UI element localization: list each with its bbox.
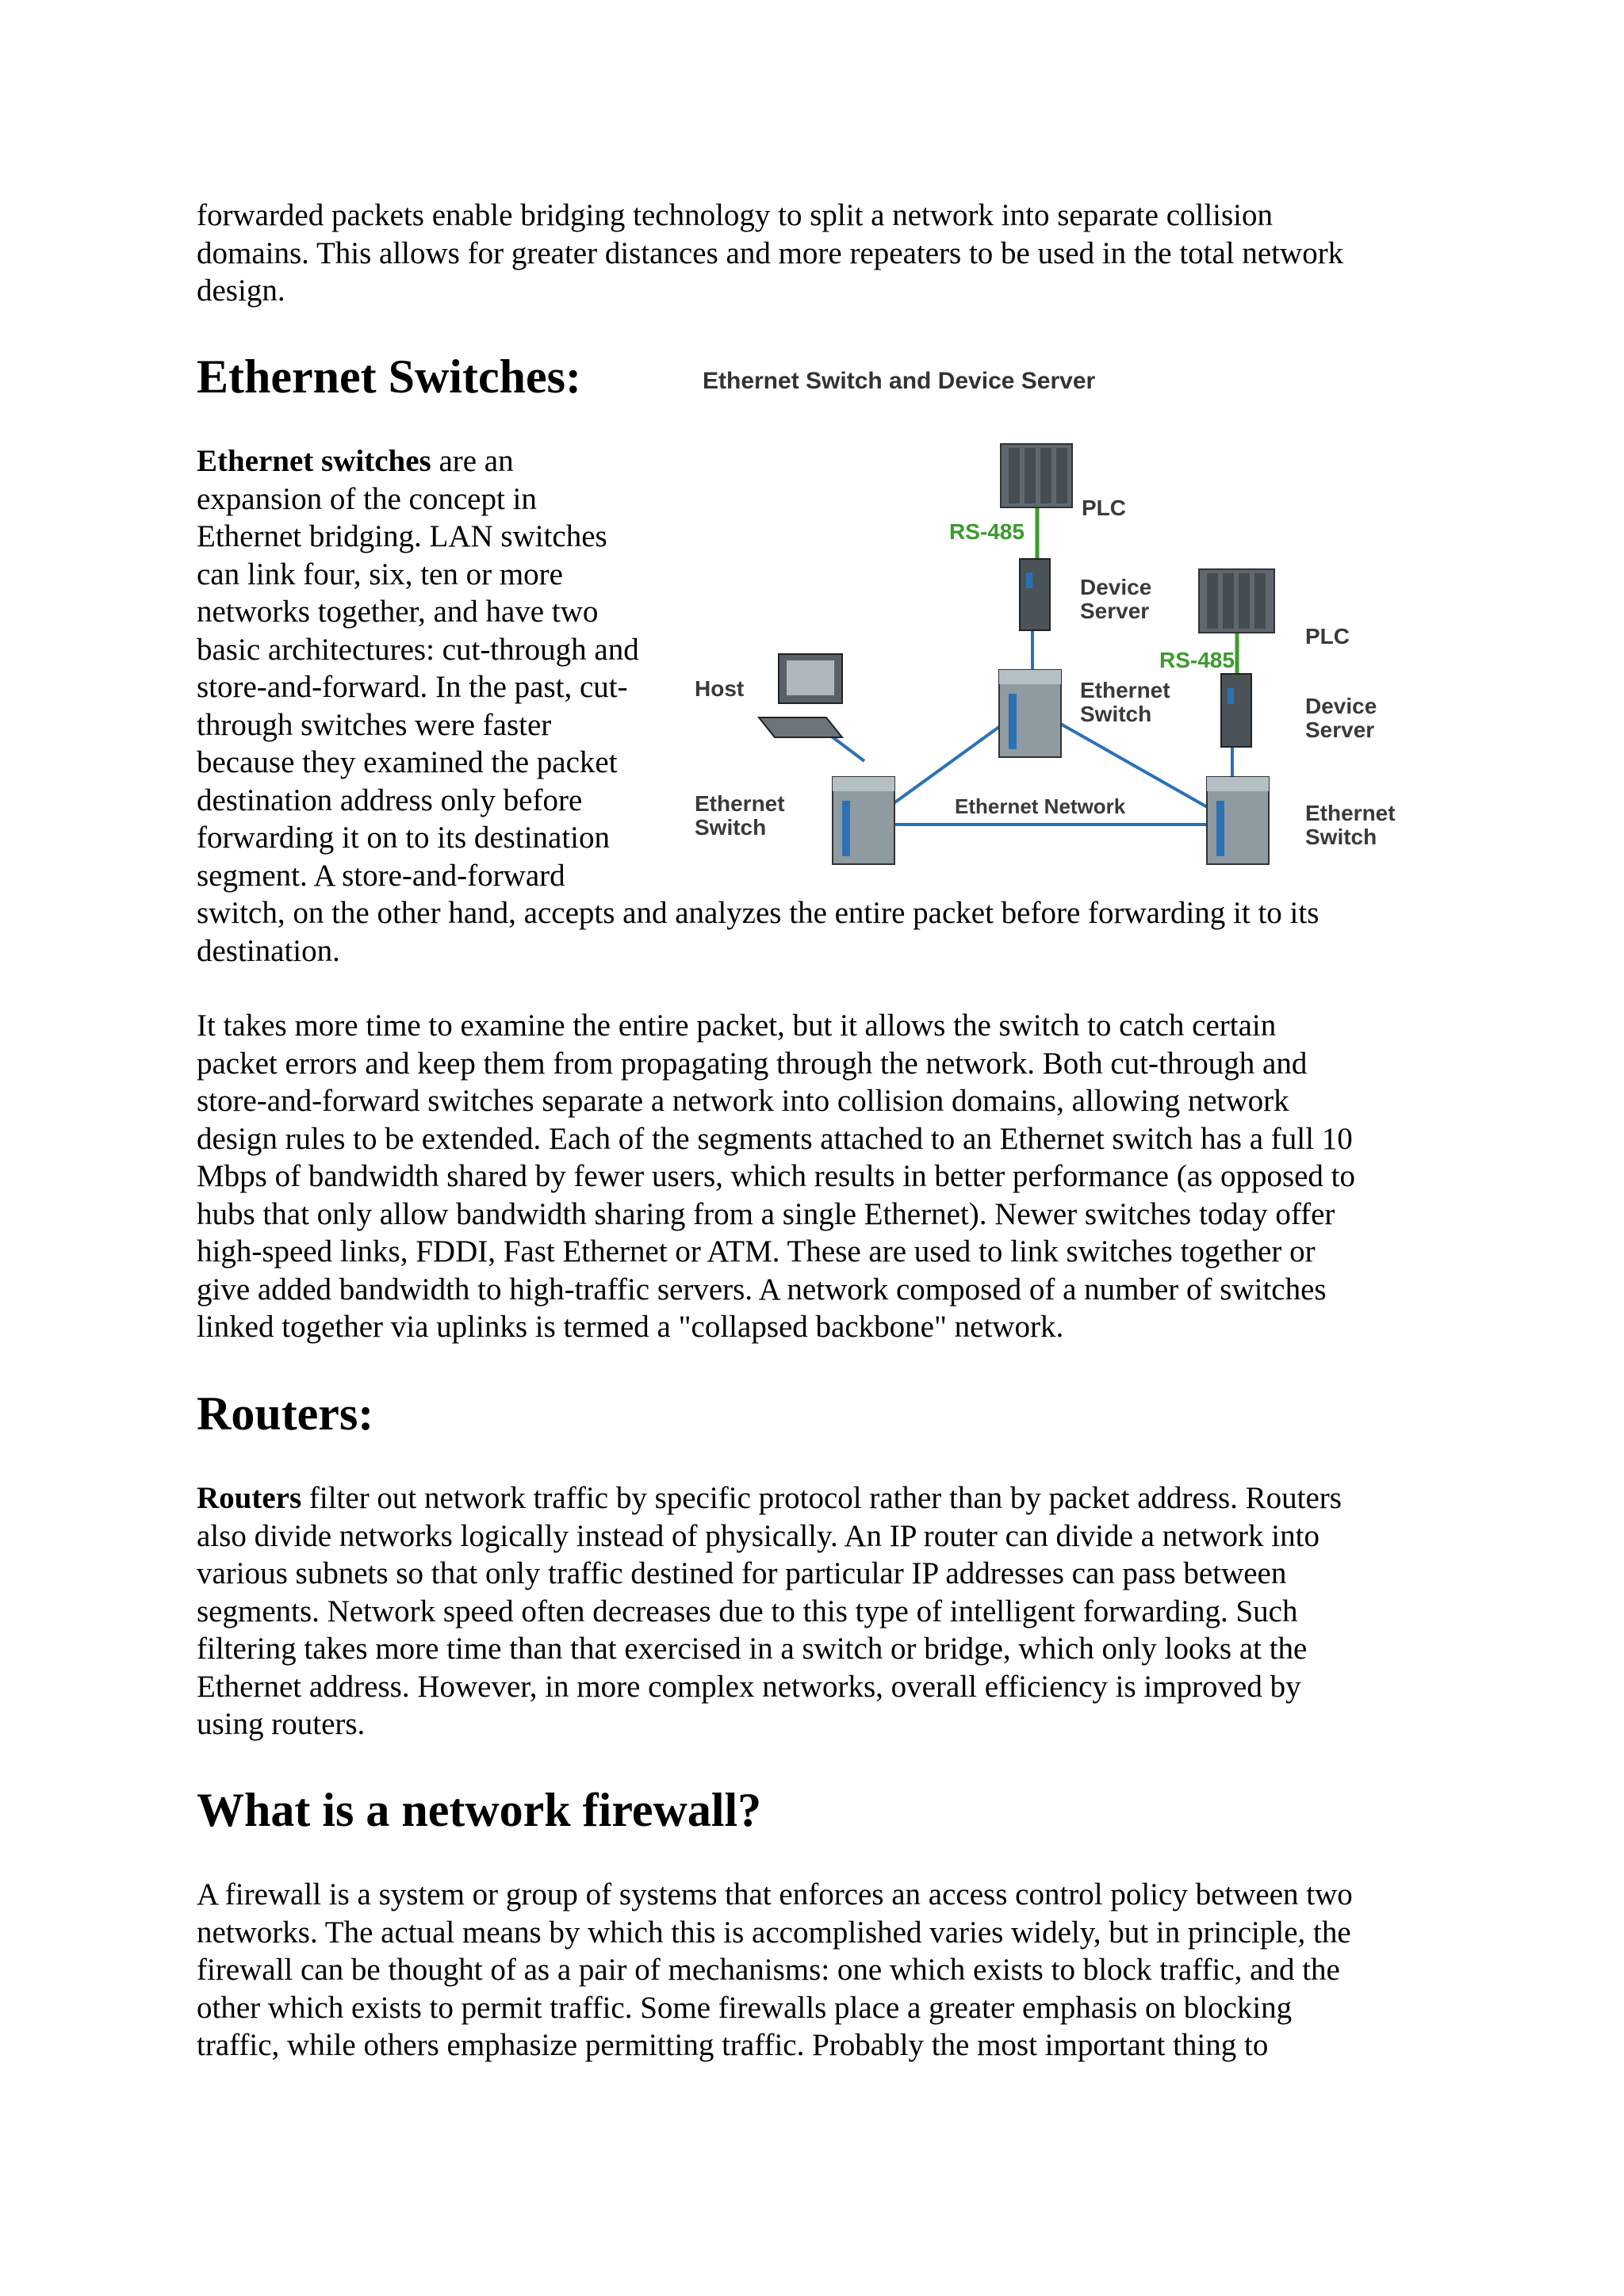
- text-line: domains. This allows for greater distances and more repeaters to be used in the total network: [197, 235, 1344, 270]
- ethernet-network-label: Ethernet Network: [955, 794, 1126, 818]
- heading-ethernet-switches: Ethernet Switches:: [197, 350, 581, 403]
- plc-label-1: PLC: [1082, 496, 1126, 520]
- text-line: give added bandwidth to high-traffic servers. A network composed of a number of switches: [197, 1272, 1327, 1307]
- ethernet-switch-label-right: Ethernet: [1305, 801, 1396, 825]
- rs485-label-2: RS-485: [1159, 648, 1235, 672]
- text-line: various subnets so that only traffic destined for particular IP addresses can pass between: [197, 1556, 1287, 1590]
- text-span: are an: [439, 444, 514, 478]
- rs485-label-1: RS-485: [949, 519, 1025, 544]
- ethernet-switch-top: [999, 670, 1061, 757]
- network-diagram-figure: [684, 365, 1429, 872]
- text-line: store-and-forward. In the past, cut-: [197, 670, 628, 704]
- text-line: packet errors and keep them from propagating through the network. Both cut-through and: [197, 1046, 1308, 1081]
- text-line: Ethernet address. However, in more complex networks, overall efficiency is improved by: [197, 1669, 1301, 1704]
- host-label: Host: [695, 676, 745, 701]
- text-line: [197, 442, 688, 480]
- plc-label-2: PLC: [1305, 624, 1350, 649]
- host-computer: [759, 654, 842, 737]
- device-server-label-2-line2: Server: [1305, 718, 1375, 742]
- switches-paragraph-2: [197, 1007, 1434, 1346]
- text-line: A firewall is a system or group of systems that enforces an access control policy between two: [197, 1877, 1353, 1911]
- text-line: [197, 1479, 1434, 1517]
- routers-paragraph: [197, 1479, 1434, 1743]
- bold-term: Ethernet switches: [197, 444, 431, 478]
- device-server-1: [1020, 559, 1050, 630]
- text-line: high-speed links, FDDI, Fast Ethernet or ATM. These are used to link switches together or: [197, 1234, 1316, 1269]
- ethernet-switch-label-top: Ethernet: [1080, 678, 1170, 702]
- text-line: hubs that only allow bandwidth sharing from a single Ethernet). Newer switches today offer: [197, 1196, 1335, 1231]
- text-line: design rules to be extended. Each of the segments attached to an Ethernet switch has a full 10: [197, 1121, 1353, 1156]
- ethernet-switch-label-top-line2: Switch: [1080, 702, 1152, 726]
- text-line: networks together, and have two: [197, 595, 599, 629]
- ethernet-switch-label-right-line2: Switch: [1305, 825, 1377, 849]
- text-line: switch, on the other hand, accepts and analyzes the entire packet before forwarding it to its: [197, 896, 1320, 930]
- switches-paragraph-wrapped: [197, 442, 688, 894]
- text-line: basic architectures: cut-through and: [197, 632, 639, 667]
- text-line: through switches were faster: [197, 707, 552, 742]
- text-line: firewall can be thought of as a pair of mechanisms: one which exists to block traffic, and the: [197, 1953, 1340, 1987]
- text-line: store-and-forward switches separate a network into collision domains, allowing network: [197, 1084, 1289, 1118]
- text-line: segments. Network speed often decreases due to this type of intelligent forwarding. Such: [197, 1594, 1298, 1628]
- text-line: using routers.: [197, 1707, 366, 1741]
- text-line: segment. A store-and-forward: [197, 858, 565, 893]
- figure-title: Ethernet Switch and Device Server: [703, 368, 1096, 394]
- text-line: It takes more time to examine the entire packet, but it allows the switch to catch certain: [197, 1008, 1277, 1043]
- intro-paragraph: [197, 197, 1434, 310]
- text-line: filtering takes more time than that exercised in a switch or bridge, which only looks at the: [197, 1632, 1308, 1666]
- device-server-label-1-line2: Server: [1080, 599, 1150, 623]
- text-line: other which exists to permit traffic. Some firewalls place a greater emphasis on blocking: [197, 1990, 1293, 2025]
- ethernet-switch-left: [833, 777, 894, 864]
- text-line: linked together via uplinks is termed a "collapsed backbone" network.: [197, 1310, 1064, 1344]
- text-line: Ethernet bridging. LAN switches: [197, 519, 607, 553]
- text-line: expansion of the concept in: [197, 481, 537, 516]
- ethernet-switch-right: [1207, 777, 1269, 864]
- text-line: networks. The actual means by which this is accomplished varies widely, but in principle, the: [197, 1915, 1351, 1950]
- text-line: traffic, while others emphasize permitting traffic. Probably the most important thing to: [197, 2028, 1269, 2062]
- text-line: can link four, six, ten or more: [197, 557, 563, 591]
- device-server-2: [1221, 674, 1251, 747]
- ethernet-switch-label-left-line2: Switch: [695, 815, 767, 840]
- text-line: destination address only before: [197, 783, 583, 817]
- text-line: Mbps of bandwidth shared by fewer users, which results in better performance (as opposed to: [197, 1159, 1356, 1193]
- heading-routers: Routers:: [197, 1387, 374, 1440]
- text-line: destination.: [197, 933, 340, 968]
- plc-device-2: [1199, 569, 1274, 633]
- heading-network-firewall: What is a network firewall?: [197, 1784, 762, 1836]
- ethernet-switch-label-left: Ethernet: [695, 791, 785, 816]
- device-server-label-1: Device: [1080, 575, 1152, 599]
- text-line: also divide networks logically instead of physically. An IP router can divide a network into: [197, 1518, 1320, 1553]
- text-line: design.: [197, 274, 285, 308]
- switches-paragraph-continued: [197, 894, 1434, 970]
- firewall-paragraph: [197, 1876, 1434, 2064]
- text-line: because they examined the packet: [197, 745, 618, 779]
- text-line: forwarded packets enable bridging technology to split a network into separate collision: [197, 198, 1274, 232]
- plc-device-1: [1001, 444, 1072, 507]
- bold-term: Routers: [197, 1481, 302, 1515]
- text-span: filter out network traffic by specific protocol rather than by packet address. Routers: [308, 1481, 1342, 1515]
- text-line: forwarding it on to its destination: [197, 821, 611, 855]
- device-server-label-2: Device: [1305, 694, 1377, 718]
